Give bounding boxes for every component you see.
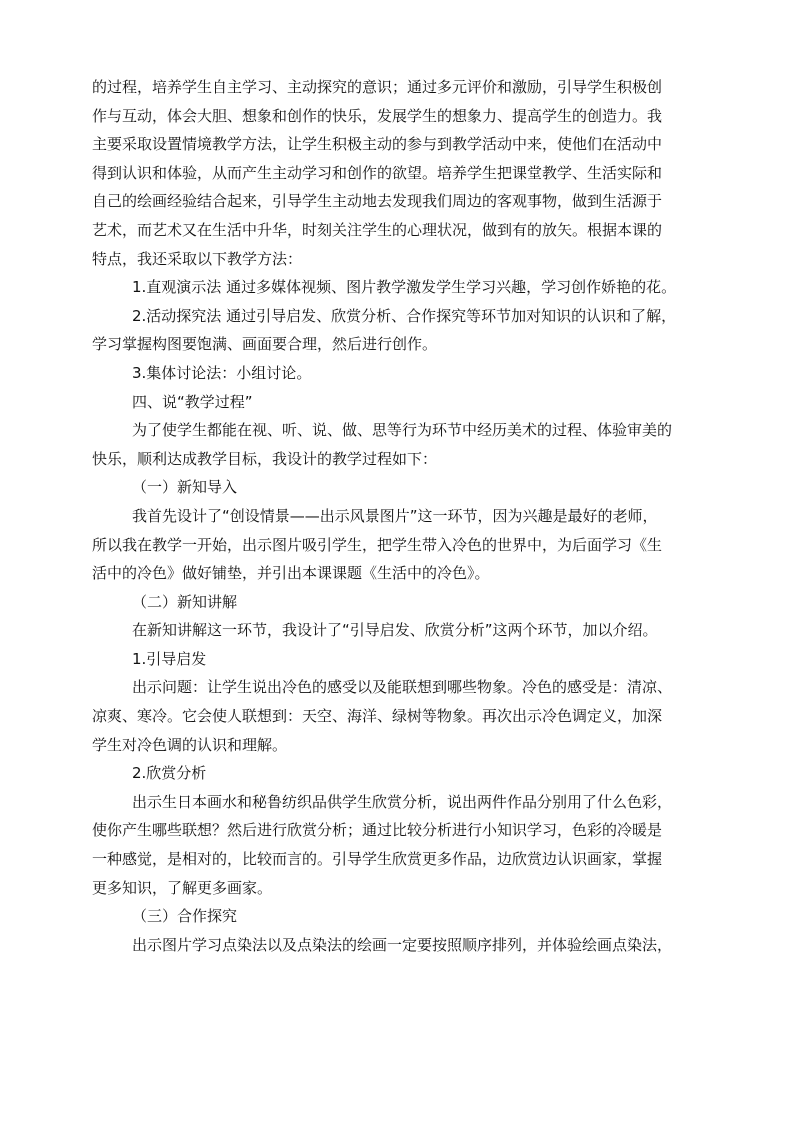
text-line: 出示图片学习点染法以及点染法的绘画一定要按照顺序排列，并体验绘画点染法， (132, 935, 673, 954)
text-line: 更多知识，了解更多画家。 (92, 878, 273, 897)
method-item-2: 2.活动探究法 通过引导启发、欣赏分析、合作探究等环节加对知识的认识和了解， (132, 306, 677, 325)
text-line: 凉爽、寒冷。它会使人联想到：天空、海洋、绿树等物象。再次出示冷色调定义，加深 (92, 707, 663, 726)
text-line: 学生对冷色调的认识和理解。 (92, 735, 288, 754)
text-line: 得到认识和体验，从而产生主动学习和创作的欲望。培养学生把课堂教学、生活实际和 (92, 163, 663, 182)
text-line: 作与互动，体会大胆、想象和创作的快乐，发展学生的想象力、提高学生的创造力。我 (92, 106, 663, 125)
text-line: 出示生日本画水和秘鲁纺织品供学生欣赏分析，说出两件作品分别用了什么色彩， (132, 792, 673, 811)
text-line: 在新知讲解这一环节，我设计了“引导启发、欣赏分析”这两个环节，加以介绍。 (132, 621, 658, 640)
text-line: 的过程，培养学生自主学习、主动探究的意识；通过多元评价和激励，引导学生积极创 (92, 78, 663, 96)
document-body (92, 73, 712, 959)
method-item-1: 1.直观演示法 通过多媒体视频、图片教学激发学生学习兴趣，学习创作娇艳的花。 (132, 278, 677, 297)
text-line: 为了使学生都能在视、听、说、做、思等行为环节中经历美术的过程、体验审美的 (132, 421, 673, 440)
subsection-heading: （一）新知导入 (132, 478, 238, 497)
item-heading: 1.引导启发 (132, 649, 207, 668)
text-line: 我首先设计了“创设情景——出示风景图片”这一环节，因为兴趣是最好的老师， (132, 506, 658, 525)
subsection-heading: （二）新知讲解 (132, 592, 238, 611)
method-item-3: 3.集体讨论法：小组讨论。 (132, 363, 312, 382)
text-line: 一种感觉，是相对的，比较而言的。引导学生欣赏更多作品，边欣赏边认识画家，掌握 (92, 850, 663, 869)
section-heading: 四、说“教学过程” (132, 392, 253, 411)
text-line: 特点，我还采取以下教学方法： (92, 249, 303, 268)
text-line: 使你产生哪些联想？然后进行欣赏分析；通过比较分析进行小知识学习，色彩的冷暖是 (92, 821, 663, 840)
text-line: 学习掌握构图要饱满、画面要合理，然后进行创作。 (92, 335, 438, 354)
text-line: 主要采取设置情境教学方法，让学生积极主动的参与到教学活动中来，使他们在活动中 (92, 135, 663, 154)
subsection-heading: （三）合作探究 (132, 907, 238, 926)
item-heading: 2.欣赏分析 (132, 764, 207, 783)
text-line: 出示问题：让学生说出冷色的感受以及能联想到哪些物象。冷色的感受是：清凉、 (132, 678, 673, 697)
text-line: 活中的冷色》做好铺垫，并引出本课课题《生活中的冷色》。 (92, 564, 490, 583)
text-line: 艺术，而艺术又在生活中升华，时刻关注学生的心理状况，做到有的放矢。根据本课的 (92, 220, 663, 239)
text-line: 所以我在教学一开始，出示图片吸引学生，把学生带入冷色的世界中，为后面学习《生 (92, 535, 663, 554)
text-line: 快乐，顺利达成教学目标，我设计的教学过程如下： (92, 449, 438, 468)
text-line: 自己的绘画经验结合起来，引导学生主动地去发现我们周边的客观事物，做到生活源于 (92, 192, 663, 211)
